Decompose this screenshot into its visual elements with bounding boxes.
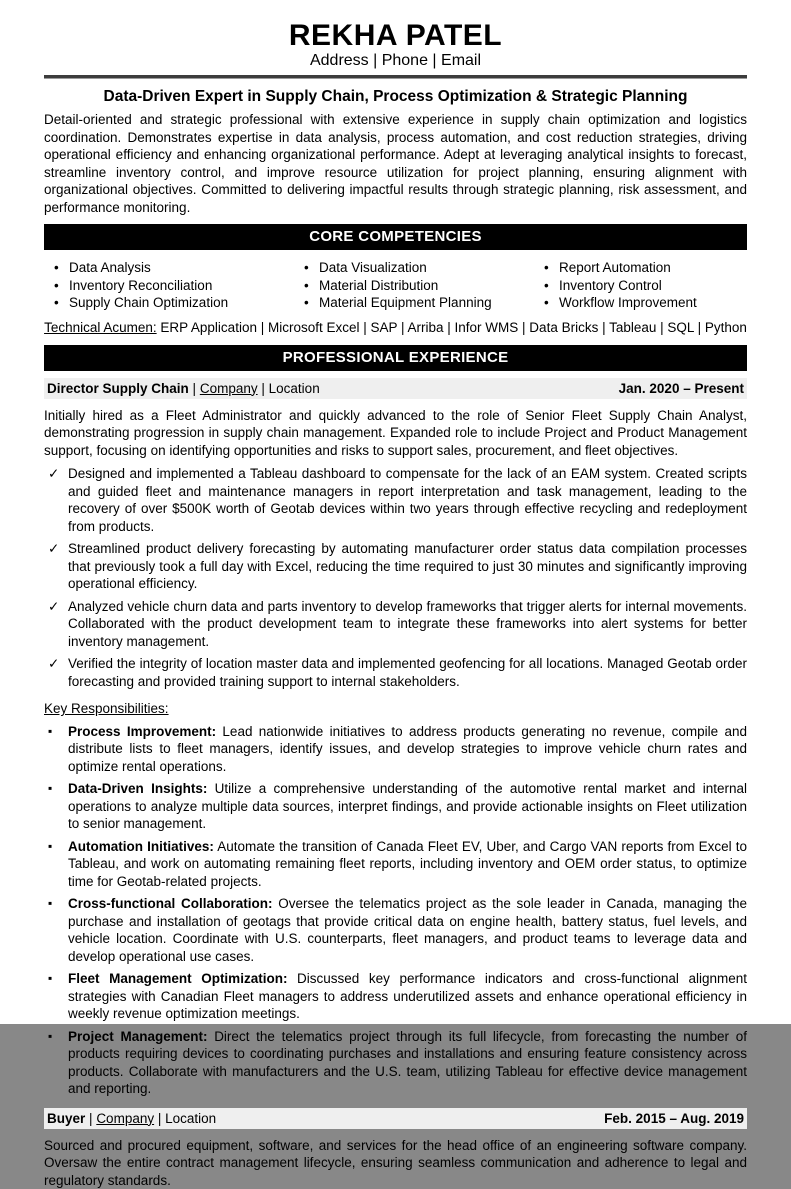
achievement-item	[44, 465, 747, 535]
responsibility-body: Automate the transition of Canada Fleet EV, Uber, and Cargo VAN reports from Excel to Tableau, and work on automating remaining fleet reports, including inventory and OEM order status, to optimize time for Geotab-related projects.	[68, 839, 747, 889]
competency-label: Data Visualization	[319, 259, 427, 277]
competency-item	[44, 294, 294, 312]
responsibility-text	[68, 1028, 747, 1098]
achievement-item	[44, 540, 747, 593]
section-banner-professional-experience: PROFESSIONAL EXPERIENCE	[44, 345, 747, 371]
responsibility-text	[68, 780, 747, 833]
job-location: Location	[269, 381, 320, 396]
section-banner-core-competencies: CORE COMPETENCIES	[44, 224, 747, 250]
square-bullet-icon: ▪	[44, 780, 68, 833]
competency-item	[534, 259, 747, 277]
achievement-text: Designed and implemented a Tableau dashboard to compensate for the lack of an EAM system. Created scripts and guided fleet and maintenance managers in report interpretation and task management, leading to the recovery of over $500K worth of Geotab devices within two years through effective recycling and redeployment from products.	[68, 465, 747, 535]
competency-label: Supply Chain Optimization	[69, 294, 228, 312]
responsibility-text	[68, 970, 747, 1023]
check-icon: ✓	[44, 598, 68, 651]
job-intro-paragraph: Initially hired as a Fleet Administrator and quickly advanced to the role of Senior Fleet Supply Chain Analyst, demonstrating progression in supply chain management. Expanded role to include Project and Product Management support, focusing on identifying opportunities and risks to support sales, procurement, and fleet objectives.	[44, 407, 747, 460]
responsibility-body: Discussed key performance indicators and cross-functional alignment strategies with Canadian Fleet managers to address underutilized assets and enhance operational efficiency in weekly revenue optimization meetings.	[68, 971, 747, 1021]
company-link[interactable]: Company	[200, 381, 258, 396]
separator: |	[89, 1111, 93, 1126]
competency-column-2	[294, 259, 534, 312]
job-title-line	[47, 380, 320, 398]
bullet-icon: •	[544, 259, 559, 277]
square-bullet-icon: ▪	[44, 723, 68, 776]
responsibility-item	[44, 1028, 747, 1098]
resume-headline: Data-Driven Expert in Supply Chain, Process Optimization & Strategic Planning	[44, 89, 747, 105]
competency-item	[534, 294, 747, 312]
competencies-grid	[44, 259, 747, 312]
responsibility-body: Direct the telematics project through its full lifecycle, from forecasting the number of products requiring devices to coordinating purchases and installations and ensuring feature consistency across products. Collaborate with manufacturers and the U.S. team, utilizing Tableau for effective device management and reporting.	[68, 1029, 747, 1097]
technical-acumen-label: Technical Acumen:	[44, 320, 157, 335]
competency-column-3	[534, 259, 747, 312]
square-bullet-icon: ▪	[44, 1028, 68, 1098]
competency-label: Workflow Improvement	[559, 294, 697, 312]
company-link[interactable]: Company	[96, 1111, 154, 1126]
separator: |	[158, 1111, 162, 1126]
job-header-buyer	[44, 1108, 747, 1129]
job-dates: Feb. 2015 – Aug. 2019	[604, 1110, 744, 1128]
responsibility-text	[68, 895, 747, 965]
job-title: Director Supply Chain	[47, 381, 189, 396]
competency-item	[534, 277, 747, 295]
bullet-icon: •	[544, 277, 559, 295]
separator: |	[261, 381, 265, 396]
check-icon: ✓	[44, 540, 68, 593]
responsibility-lead: Automation Initiatives:	[68, 839, 214, 854]
square-bullet-icon: ▪	[44, 970, 68, 1023]
responsibility-item	[44, 838, 747, 891]
achievement-text: Streamlined product delivery forecasting by automating manufacturer order status data compilation processes that previously took a full day with Excel, reducing the time required to just 30 minutes and significantly improving operational efficiency.	[68, 540, 747, 593]
competency-label: Data Analysis	[69, 259, 151, 277]
responsibility-item	[44, 780, 747, 833]
bullet-icon: •	[304, 294, 319, 312]
competency-label: Inventory Reconciliation	[69, 277, 212, 295]
separator: |	[193, 381, 197, 396]
competency-item	[44, 259, 294, 277]
responsibility-body: Oversee the telematics project as the sole leader in Canada, managing the purchase and installation of geotags that provide critical data on engine health, battery status, fuel levels, and vehicle location. Coordinate with U.S. counterparts, fleet managers, and product teams to leverage data and develop operational use cases.	[68, 896, 747, 964]
job-intro-paragraph: Sourced and procured equipment, software, and services for the head office of an engineering software company. Oversaw the entire contract management lifecycle, ensuring seamless communication and adherence to legal and regulatory standards.	[44, 1137, 747, 1189]
candidate-name: REKHA PATEL	[44, 22, 747, 50]
technical-acumen-line	[44, 319, 747, 337]
bullet-icon: •	[544, 294, 559, 312]
technical-acumen-list: ERP Application | Microsoft Excel | SAP | Arriba | Infor WMS | Data Bricks | Tableau | SQL | Python	[160, 320, 747, 335]
responsibility-lead: Data-Driven Insights:	[68, 781, 207, 796]
square-bullet-icon: ▪	[44, 838, 68, 891]
competency-label: Inventory Control	[559, 277, 662, 295]
square-bullet-icon: ▪	[44, 895, 68, 965]
achievement-item	[44, 655, 747, 690]
competency-label: Material Distribution	[319, 277, 438, 295]
competency-item	[294, 294, 534, 312]
responsibility-text	[68, 723, 747, 776]
bullet-icon: •	[54, 259, 69, 277]
header-divider	[44, 75, 747, 79]
responsibility-item	[44, 970, 747, 1023]
achievement-item	[44, 598, 747, 651]
achievement-text: Verified the integrity of location master data and implemented geofencing for all locations. Managed Geotab order forecasting and provided training support to internal stakeholders.	[68, 655, 747, 690]
responsibility-text	[68, 838, 747, 891]
responsibility-item	[44, 895, 747, 965]
bullet-icon: •	[304, 259, 319, 277]
competency-column-1	[44, 259, 294, 312]
competency-label: Report Automation	[559, 259, 671, 277]
job-header-director-supply-chain	[44, 378, 747, 399]
bullet-icon: •	[304, 277, 319, 295]
job-location: Location	[165, 1111, 216, 1126]
responsibility-lead: Cross-functional Collaboration:	[68, 896, 272, 911]
check-icon: ✓	[44, 655, 68, 690]
competency-item	[294, 277, 534, 295]
responsibility-lead: Project Management:	[68, 1029, 207, 1044]
responsibility-lead: Fleet Management Optimization:	[68, 971, 287, 986]
responsibility-body: Lead nationwide initiatives to address products generating no revenue, compile and distribute lists to fleet managers, identify issues, and develop strategies to improve vehicle churn rates and optimize rental operations.	[68, 724, 747, 774]
summary-paragraph: Detail-oriented and strategic professional with extensive experience in supply chain optimization and logistics coordination. Demonstrates expertise in data analysis, process automation, and cost reduction strategies, driving operational efficiency and enhancing organizational performance. Adept at leveraging analytical insights to forecast, streamline inventory control, and improve resource utilization for project planning, ensuring alignment with organizational objectives. Committed to delivering impactful results through strategic planning, risk assessment, and performance monitoring.	[44, 111, 747, 216]
check-icon: ✓	[44, 465, 68, 535]
job-title: Buyer	[47, 1111, 85, 1126]
contact-line: Address | Phone | Email	[44, 52, 747, 70]
achievement-text: Analyzed vehicle churn data and parts inventory to develop frameworks that trigger alerts for internal movements. Collaborated with the product development team to integrate these frameworks into alert systems for better inventory management.	[68, 598, 747, 651]
responsibility-item	[44, 723, 747, 776]
competency-item	[294, 259, 534, 277]
responsibility-lead: Process Improvement:	[68, 724, 216, 739]
competency-label: Material Equipment Planning	[319, 294, 492, 312]
job-title-line	[47, 1110, 216, 1128]
responsibility-body: Utilize a comprehensive understanding of the automotive rental market and internal operations to analyze multiple data sources, interpret findings, and provide actionable insights on Fleet utilization to senior management.	[68, 781, 747, 831]
key-responsibilities-label: Key Responsibilities:	[44, 700, 747, 718]
bullet-icon: •	[54, 294, 69, 312]
bullet-icon: •	[54, 277, 69, 295]
competency-item	[44, 277, 294, 295]
job-dates: Jan. 2020 – Present	[619, 380, 744, 398]
